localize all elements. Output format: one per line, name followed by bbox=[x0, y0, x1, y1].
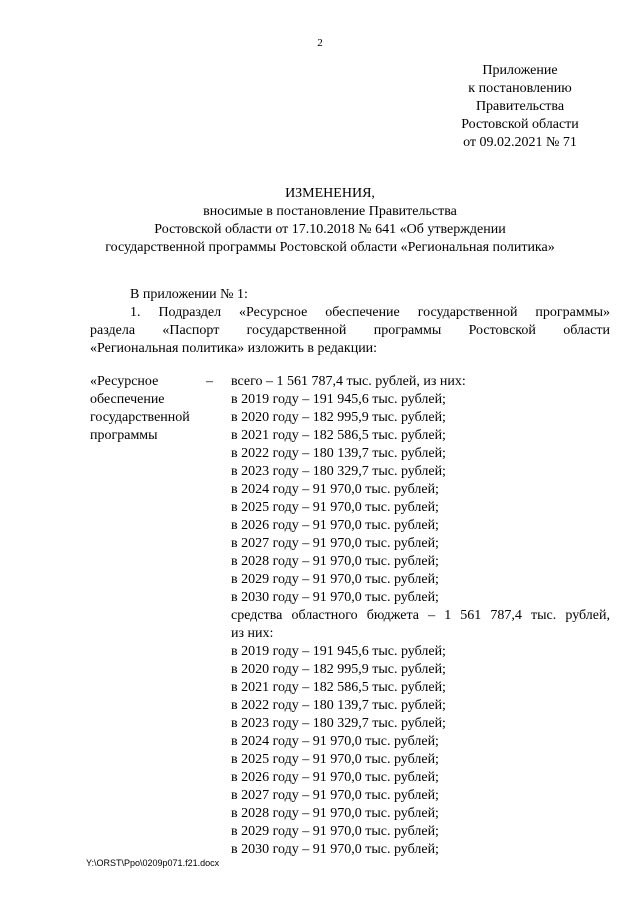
years-regional-list bbox=[231, 643, 610, 859]
year-amount-line: в 2026 году – 91 970,0 тыс. рублей; bbox=[231, 770, 439, 785]
table-label-column bbox=[90, 373, 220, 445]
year-amount-line: в 2024 году – 91 970,0 тыс. рублей; bbox=[231, 482, 439, 497]
document-title bbox=[60, 185, 600, 257]
table-label-line: «Ресурсное bbox=[90, 374, 159, 389]
year-amount-line: в 2021 году – 182 586,5 тыс. рублей; bbox=[231, 680, 446, 695]
annex-line: от 09.02.2021 № 71 bbox=[463, 135, 577, 150]
annex-line: Ростовской области bbox=[461, 117, 579, 132]
year-amount-line: в 2022 году – 180 139,7 тыс. рублей; bbox=[231, 698, 446, 713]
year-amount-line: в 2020 году – 182 995,9 тыс. рублей; bbox=[231, 410, 446, 425]
title-line: вносимые в постановление Правительства bbox=[203, 204, 457, 219]
title-line: государственной программы Ростовской области «Региональная политика» bbox=[105, 240, 555, 255]
year-amount-line: в 2023 году – 180 329,7 тыс. рублей; bbox=[231, 464, 446, 479]
year-amount-line: в 2030 году – 91 970,0 тыс. рублей; bbox=[231, 842, 439, 857]
regional-budget-line-cont: из них: bbox=[231, 626, 274, 641]
annex-line: к постановлению bbox=[468, 81, 572, 96]
file-path-footer: Y:\ORST\Ppo\0209p071.f21.docx bbox=[86, 858, 220, 868]
year-amount-line: в 2022 году – 180 139,7 тыс. рублей; bbox=[231, 446, 446, 461]
year-amount-line: в 2019 году – 191 945,6 тыс. рублей; bbox=[231, 392, 446, 407]
year-amount-line: в 2025 году – 91 970,0 тыс. рублей; bbox=[231, 500, 439, 515]
year-amount-line: в 2019 году – 191 945,6 тыс. рублей; bbox=[231, 644, 446, 659]
annex-line: Правительства bbox=[475, 99, 565, 114]
page-number: 2 bbox=[317, 37, 323, 49]
title-line: Ростовской области от 17.10.2018 № 641 «Об утверждении bbox=[154, 222, 506, 237]
intro-paragraph-line: 1. Подраздел «Ресурсное обеспечение государственной программы» bbox=[130, 305, 610, 320]
intro-paragraph-line: «Региональная политика» изложить в редакции: bbox=[90, 341, 378, 356]
year-amount-line: в 2023 году – 180 329,7 тыс. рублей; bbox=[231, 716, 446, 731]
year-amount-line: в 2028 году – 91 970,0 тыс. рублей; bbox=[231, 806, 439, 821]
year-amount-line: в 2020 году – 182 995,9 тыс. рублей; bbox=[231, 662, 446, 677]
intro-line: В приложении № 1: bbox=[130, 287, 248, 302]
table-label-line: обеспечение bbox=[90, 392, 165, 407]
table-dash: – bbox=[206, 374, 213, 389]
table-values-column bbox=[231, 373, 610, 859]
year-amount-line: в 2029 году – 91 970,0 тыс. рублей; bbox=[231, 824, 439, 839]
year-amount-line: в 2024 году – 91 970,0 тыс. рублей; bbox=[231, 734, 439, 749]
year-amount-line: в 2021 году – 182 586,5 тыс. рублей; bbox=[231, 428, 446, 443]
year-amount-line: в 2027 году – 91 970,0 тыс. рублей; bbox=[231, 536, 439, 551]
annex-line: Приложение bbox=[482, 63, 558, 78]
year-amount-line: в 2029 году – 91 970,0 тыс. рублей; bbox=[231, 572, 439, 587]
year-amount-line: в 2027 году – 91 970,0 тыс. рублей; bbox=[231, 788, 439, 803]
intro-text bbox=[90, 286, 610, 358]
table-label-line: программы bbox=[90, 428, 158, 443]
title-heading: ИЗМЕНЕНИЯ, bbox=[285, 186, 375, 201]
year-amount-line: в 2025 году – 91 970,0 тыс. рублей; bbox=[231, 752, 439, 767]
year-amount-line: в 2030 году – 91 970,0 тыс. рублей; bbox=[231, 590, 439, 605]
regional-budget-line: средства областного бюджета – 1 561 787,4 тыс. рублей, bbox=[231, 608, 610, 623]
years-total-list bbox=[231, 391, 610, 607]
table-label-line: государственной bbox=[90, 410, 190, 425]
year-amount-line: в 2028 году – 91 970,0 тыс. рублей; bbox=[231, 554, 439, 569]
intro-paragraph-line: раздела «Паспорт государственной программы Ростовской области bbox=[90, 323, 610, 338]
annex-block bbox=[440, 62, 600, 152]
total-line: всего – 1 561 787,4 тыс. рублей, из них: bbox=[231, 374, 466, 389]
year-amount-line: в 2026 году – 91 970,0 тыс. рублей; bbox=[231, 518, 439, 533]
